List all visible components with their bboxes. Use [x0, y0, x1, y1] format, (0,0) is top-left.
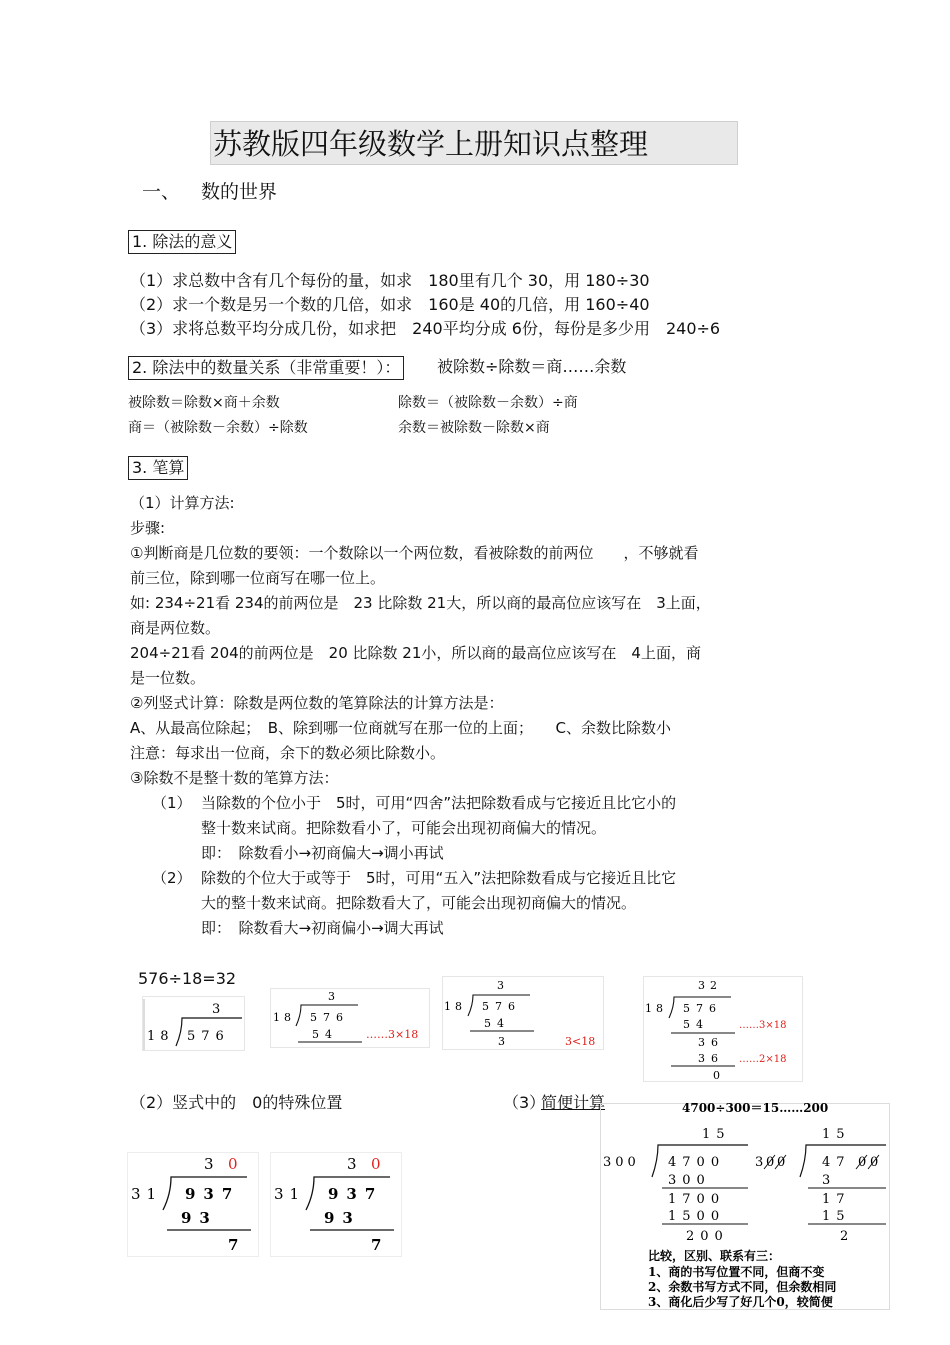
product: 3 [822, 1173, 831, 1188]
remainder: 7 [371, 1236, 382, 1254]
dividend: 4700 [668, 1155, 726, 1170]
formula-quotient: 商＝（被除数－余数）÷除数 [128, 420, 308, 436]
trial-note: ……2×18 [739, 1054, 787, 1065]
quotient: 15 [702, 1127, 731, 1142]
calc-line: （1）计算方法: [130, 494, 235, 512]
quotient: 15 [822, 1127, 851, 1142]
calc-line: ①判断商是几位数的要领：一个数除以一个两位数，看被除数的前两位 ，不够就看 [130, 544, 699, 562]
section-number: 一、 [142, 181, 181, 203]
quotient-zero: 0 [371, 1155, 381, 1173]
dividend-simplified: 47 [822, 1155, 851, 1170]
sub-number: （1） [152, 794, 192, 812]
formula-divisor: 除数＝（被除数－余数）÷商 [398, 395, 578, 411]
formula-dividend: 被除数＝除数×商＋余数 [128, 395, 280, 411]
divisor: 18 [444, 1000, 466, 1013]
product: 54 [312, 1028, 338, 1041]
heading-quantity-relation: 2. 除法中的数量关系（非常重要！）： [128, 356, 404, 380]
crossed-zero: 0 [766, 1155, 775, 1170]
trial-note: ……3×18 [739, 1020, 787, 1031]
calc-line: 是一位数。 [130, 669, 206, 687]
long-division-step-4 [643, 976, 803, 1082]
section-title: 数的世界 [201, 181, 278, 203]
long-division-step-3 [442, 976, 604, 1050]
heading-division-meaning: 1. 除法的意义 [128, 230, 236, 254]
example-equation: 576÷18=32 [138, 969, 237, 988]
divisor-simplified: 3 [755, 1155, 764, 1170]
compare-title: 比较，区别、联系有三： [648, 1249, 781, 1263]
crossed-zero: 0 [777, 1155, 786, 1170]
sub-text: 大的整十数来试商。把除数看大了，可能会出现初商偏大的情况。 [201, 894, 637, 912]
compare-note: 3<18 [565, 1035, 596, 1048]
sub-text: 即： 除数看大→初商偏小→调大再试 [201, 919, 444, 937]
sub-text: 当除数的个位小于 5时，可用“四舍”法把除数看成与它接近且比它小的 [201, 794, 677, 812]
calc-line: 204÷21看 204的前两位是 20 比除数 21小，所以商的最高位应该写在 4上面，商 [130, 644, 701, 662]
compare-item: 1、商的书写位置不同，但商不变 [648, 1265, 825, 1279]
calc-line: A、从最高位除起； B、除到哪一位商就写在那一位的上面； C、余数比除数小 [130, 719, 672, 737]
simple-heading-number: （3） [503, 1093, 546, 1112]
remainder: 3 [498, 1035, 505, 1048]
simple-heading: 简便计算 [541, 1093, 606, 1112]
product: 36 [698, 1052, 724, 1065]
zero-heading: （2）竖式中的 0的特殊位置 [130, 1093, 343, 1112]
divisor: 31 [274, 1185, 306, 1203]
divisor: 18 [147, 1029, 174, 1044]
meaning-item-1: （1）求总数中含有几个每份的量，如求 180里有几个 30，用 180÷30 [130, 271, 650, 290]
quotient-digit: 3 [212, 1002, 221, 1017]
main-relation: 被除数÷除数＝商……余数 [437, 357, 627, 376]
dividend: 576 [187, 1029, 230, 1044]
crossed-zero: 0 [858, 1155, 867, 1170]
trial-note: ……3×18 [366, 1028, 419, 1041]
crossed-zero: 0 [870, 1155, 879, 1170]
zero-division-2 [270, 1152, 402, 1257]
calc-line: 商是两位数。 [130, 619, 221, 637]
calc-line: ③除数不是整十数的笔算方法： [130, 769, 339, 787]
product: 54 [484, 1017, 510, 1030]
divisor: 31 [131, 1185, 163, 1203]
simple-calc-figure [600, 1100, 890, 1310]
dividend: 937 [328, 1185, 384, 1203]
product: 93 [181, 1209, 218, 1227]
remainder: 7 [228, 1236, 239, 1254]
simple-equation: 4700÷300＝15……200 [682, 1101, 829, 1115]
bring-down: 36 [698, 1036, 724, 1049]
divisor: 18 [645, 1002, 667, 1015]
sub-text: 除数的个位大于或等于 5时，可用“五入”法把除数看成与它接近且比它 [201, 869, 677, 887]
calc-line: 前三位，除到哪一位商写在哪一位上。 [130, 569, 386, 587]
zero-division-1 [127, 1152, 259, 1257]
long-division-step-2 [270, 988, 430, 1048]
bring-down: 1700 [668, 1192, 726, 1207]
long-division-step-1 [142, 996, 245, 1051]
bring-down: 17 [822, 1192, 851, 1207]
compare-item: 2、余数书写方式不同，但余数相同 [648, 1280, 837, 1294]
divisor: 300 [603, 1155, 640, 1170]
sub-text: 整十数来试商。把除数看小了，可能会出现初商偏大的情况。 [201, 819, 607, 837]
meaning-item-3: （3）求将总数平均分成几份，如求把 240平均分成 6份，每份是多少用 240÷6 [130, 319, 721, 338]
calc-line: 如: 234÷21看 234的前两位是 23 比除数 21大，所以商的最高位应该写在 3上面， [130, 594, 711, 612]
product: 93 [324, 1209, 361, 1227]
dividend: 576 [310, 1011, 349, 1024]
product: 1500 [668, 1209, 726, 1224]
calc-line: 注意：每求出一位商，余下的数必须比除数小。 [130, 744, 446, 762]
product: 54 [683, 1018, 709, 1031]
quotient-zero: 0 [228, 1155, 238, 1173]
heading-written-calc: 3. 笔算 [128, 456, 188, 480]
dividend: 937 [185, 1185, 241, 1203]
quotient-digit: 3 [204, 1155, 214, 1173]
product: 300 [668, 1173, 711, 1188]
divisor: 18 [273, 1011, 295, 1024]
quotient-digit: 3 [497, 979, 504, 992]
page-title: 苏教版四年级数学上册知识点整理 [210, 121, 738, 165]
remainder: 0 [713, 1069, 720, 1082]
quotient-digit: 3 [347, 1155, 357, 1173]
compare-item: 3、商化后少写了好几个0，较简便 [648, 1295, 833, 1309]
quotient: 32 [698, 979, 722, 992]
dividend: 576 [482, 1000, 521, 1013]
sub-text: 即： 除数看小→初商偏大→调小再试 [201, 844, 444, 862]
formula-remainder: 余数＝被除数－除数×商 [398, 420, 550, 436]
calc-line: ②列竖式计算：除数是两位数的笔算除法的计算方法是： [130, 694, 504, 712]
meaning-item-2: （2）求一个数是另一个数的几倍，如求 160是 40的几倍，用 160÷40 [130, 295, 650, 314]
remainder: 200 [686, 1229, 729, 1244]
sub-number: （2） [152, 869, 192, 887]
calc-line: 步骤: [130, 519, 166, 537]
remainder: 2 [840, 1229, 849, 1244]
product: 15 [822, 1209, 851, 1224]
quotient-digit: 3 [328, 990, 335, 1003]
dividend: 576 [683, 1002, 722, 1015]
